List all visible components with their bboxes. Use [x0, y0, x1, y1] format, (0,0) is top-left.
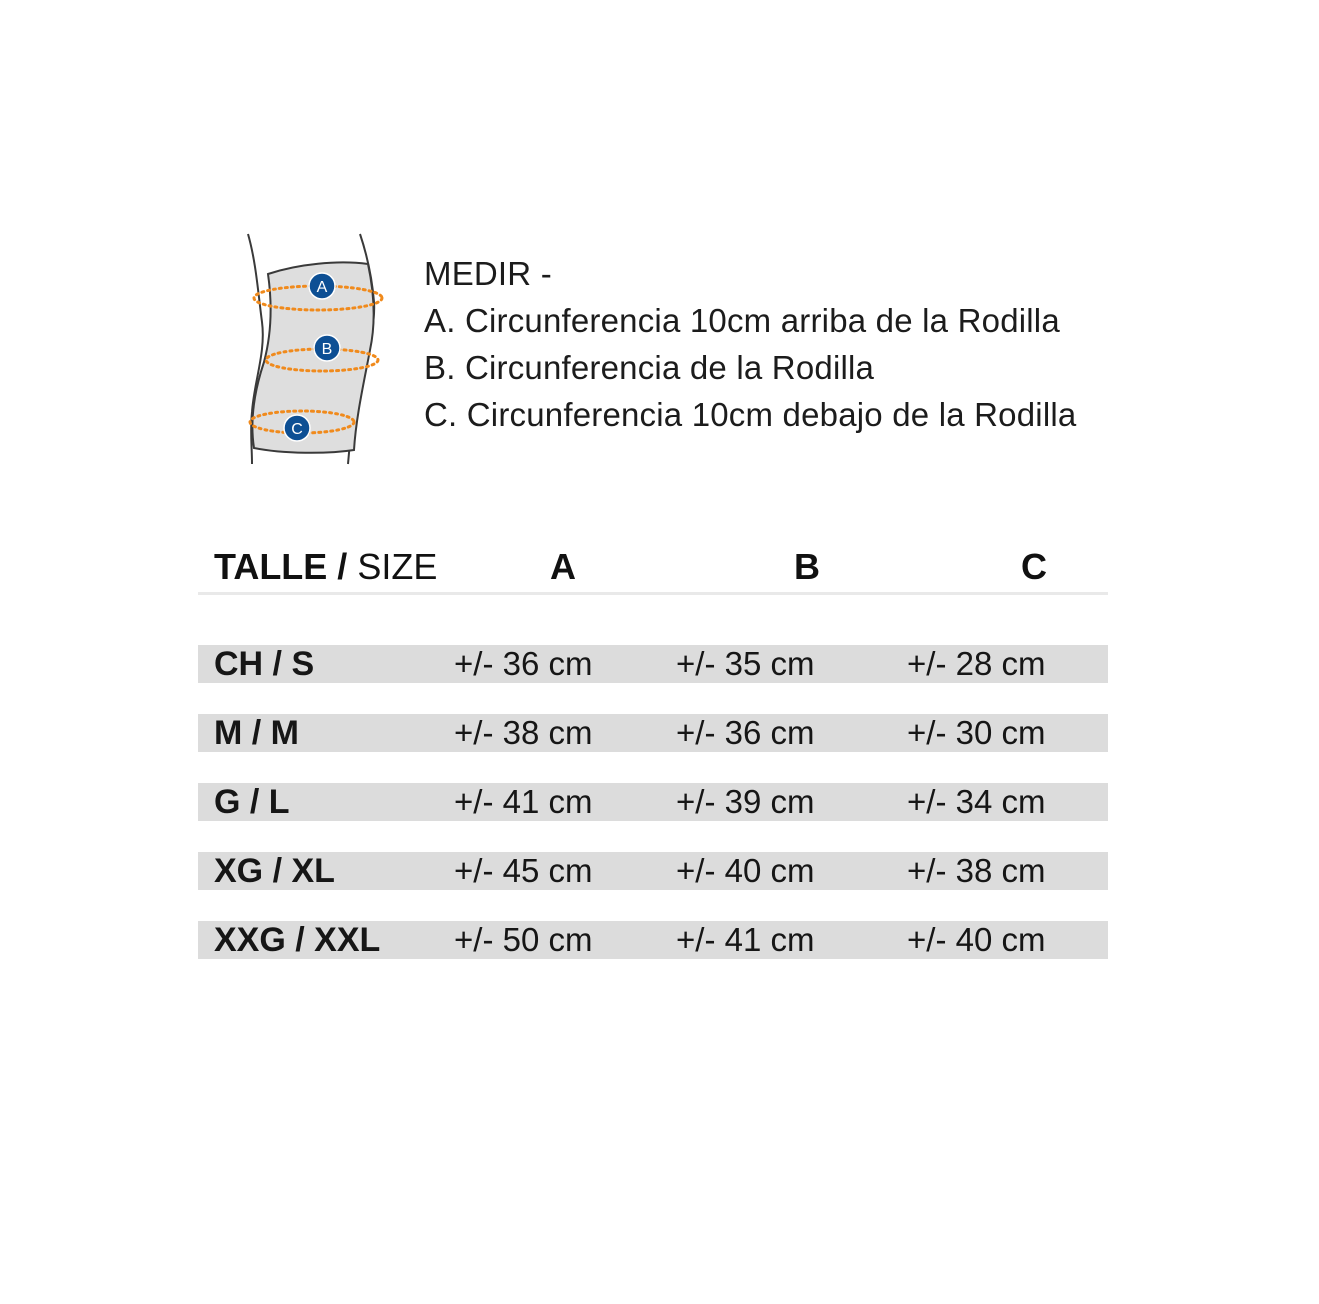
- instruction-line-a: A. Circunferencia 10cm arriba de la Rodilla: [424, 302, 1060, 339]
- table-row: [198, 921, 1108, 959]
- header-size-light: SIZE: [347, 546, 438, 587]
- header-col-b: B: [794, 546, 820, 587]
- row-value-c: +/- 38 cm: [907, 852, 1046, 889]
- row-size: G / L: [214, 783, 290, 821]
- table-row: [198, 714, 1108, 752]
- header-col-c: C: [1021, 546, 1047, 587]
- row-value-c: +/- 30 cm: [907, 714, 1046, 751]
- svg-text:B: B: [321, 341, 333, 358]
- marker-a: [309, 273, 335, 299]
- row-value-a: +/- 45 cm: [454, 852, 593, 889]
- row-value-b: +/- 40 cm: [676, 852, 815, 889]
- header-col-a: A: [550, 546, 576, 587]
- size-table: [198, 540, 1108, 959]
- instruction-line-c: C. Circunferencia 10cm debajo de la Rodilla: [424, 396, 1077, 433]
- svg-text:A: A: [316, 279, 328, 296]
- instruction-line-b: B. Circunferencia de la Rodilla: [424, 349, 875, 386]
- marker-b: [314, 335, 340, 361]
- row-size: XG / XL: [214, 852, 335, 890]
- row-size: XXG / XXL: [214, 921, 381, 959]
- row-value-a: +/- 41 cm: [454, 783, 593, 820]
- table-row: [198, 852, 1108, 890]
- svg-text:C: C: [291, 421, 303, 438]
- knee-measurement-figure: [238, 232, 398, 468]
- measurement-instructions: [424, 250, 1076, 438]
- instructions-heading: MEDIR -: [424, 255, 552, 292]
- table-row: [198, 783, 1108, 821]
- table-row: [198, 645, 1108, 683]
- header-size: [214, 546, 437, 588]
- row-size: CH / S: [214, 645, 315, 683]
- header-size-bold: TALLE /: [214, 546, 348, 587]
- row-value-b: +/- 39 cm: [676, 783, 815, 820]
- row-value-b: +/- 35 cm: [676, 645, 815, 682]
- row-value-b: +/- 41 cm: [676, 921, 815, 958]
- marker-c: [284, 415, 310, 441]
- row-value-a: +/- 50 cm: [454, 921, 593, 958]
- row-value-c: +/- 28 cm: [907, 645, 1046, 682]
- row-value-a: +/- 36 cm: [454, 645, 593, 682]
- table-header: [198, 540, 1108, 595]
- row-size: M / M: [214, 714, 299, 752]
- row-value-c: +/- 40 cm: [907, 921, 1046, 958]
- row-value-a: +/- 38 cm: [454, 714, 593, 751]
- row-value-c: +/- 34 cm: [907, 783, 1046, 820]
- row-value-b: +/- 36 cm: [676, 714, 815, 751]
